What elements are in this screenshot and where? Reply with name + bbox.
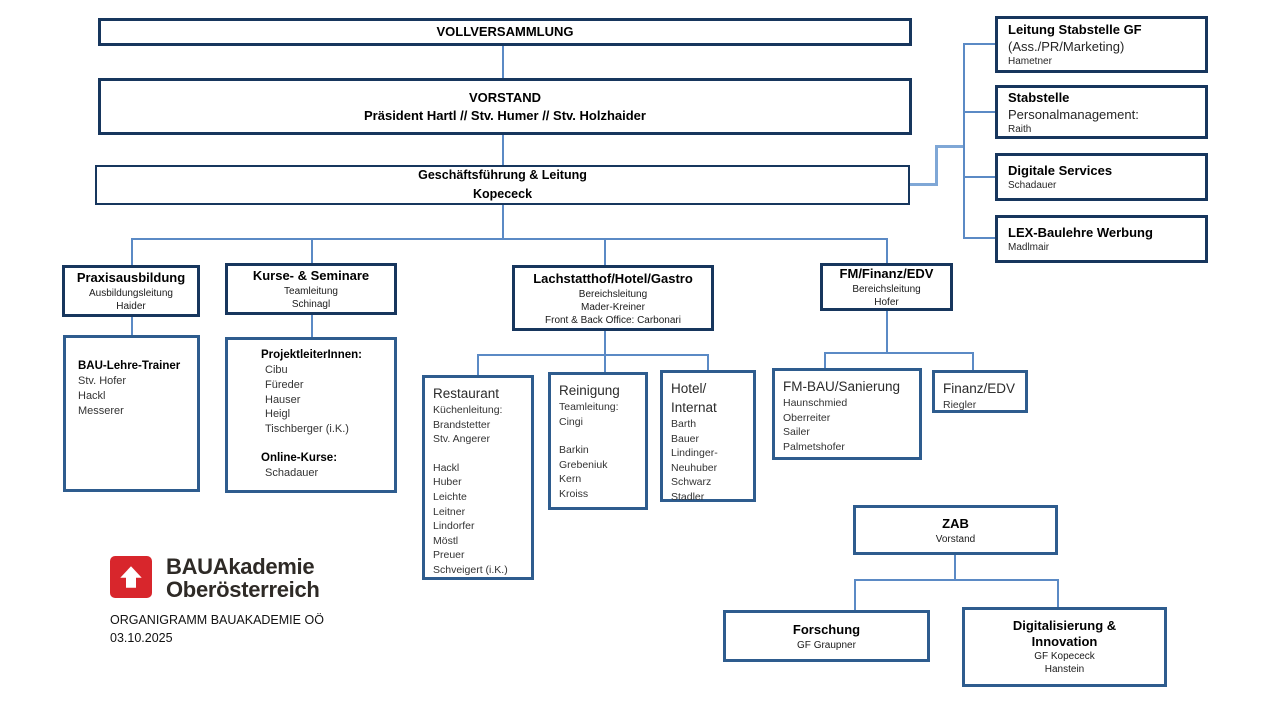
box-title: LEX-Baulehre Werbung bbox=[1008, 225, 1153, 240]
name-list bbox=[783, 396, 911, 454]
box-title: Stabstelle bbox=[1008, 89, 1070, 105]
box-title: Reinigung bbox=[559, 383, 620, 398]
name-list bbox=[261, 466, 388, 481]
connector bbox=[131, 317, 133, 335]
box-fm-finanz-edv bbox=[820, 263, 953, 311]
person-name: Schadauer bbox=[1008, 180, 1057, 191]
list-item: Hauser bbox=[265, 393, 301, 406]
box-digitalisierung-innovation bbox=[962, 607, 1167, 687]
list-item: Leichte bbox=[433, 490, 467, 503]
box-zab bbox=[853, 505, 1058, 555]
list-item: Lindorfer bbox=[433, 520, 475, 533]
lead-label: Küchenleitung: bbox=[433, 404, 503, 416]
list-item: Kern bbox=[559, 473, 582, 486]
connector bbox=[311, 315, 313, 337]
list-item: Grebeniuk bbox=[559, 458, 608, 471]
connector bbox=[963, 176, 995, 178]
list-item: Hackl bbox=[433, 461, 460, 474]
connector bbox=[935, 145, 965, 148]
list-item: Bereichsleitung bbox=[852, 284, 921, 295]
list-item: Huber bbox=[433, 476, 462, 489]
list-item: Schinagl bbox=[291, 299, 331, 310]
connector bbox=[963, 237, 995, 239]
box-subtitle: (Ass./PR/Marketing) bbox=[1008, 39, 1125, 54]
list-item: Hackl bbox=[78, 390, 106, 402]
connector bbox=[477, 356, 479, 375]
box-praxisausbildung bbox=[62, 265, 200, 317]
box-lex-baulehre-werbung bbox=[995, 215, 1208, 263]
list-item: GF Kopececk bbox=[1034, 651, 1095, 662]
name-list bbox=[78, 374, 191, 419]
connector bbox=[886, 311, 888, 353]
caption-date: 03.10.2025 bbox=[110, 631, 173, 645]
connector bbox=[963, 111, 995, 113]
name-list bbox=[433, 418, 523, 447]
box-title: Finanz/EDV bbox=[943, 381, 1016, 396]
list-item: Tischberger (i.K.) bbox=[265, 423, 349, 436]
connector bbox=[824, 354, 826, 368]
list-item: Heigl bbox=[265, 408, 291, 421]
box-title: Forschung bbox=[792, 621, 861, 637]
box-subtitle: Vorstand bbox=[935, 533, 976, 545]
list-item: Schveigert (i.K.) bbox=[433, 563, 508, 576]
person-name: Hametner bbox=[1008, 56, 1052, 67]
list-item: Haunschmied bbox=[783, 397, 848, 409]
list-item: Hofer bbox=[874, 297, 899, 308]
box-title: FM-BAU/Sanierung bbox=[783, 379, 901, 394]
list-item: Mader-Kreiner bbox=[581, 301, 645, 313]
box-vorstand bbox=[98, 78, 912, 135]
connector bbox=[1057, 581, 1059, 607]
box-title: Lachstatthof/Hotel/Gastro bbox=[533, 270, 693, 286]
connector bbox=[502, 135, 504, 165]
box-title: Kurse- & Seminare bbox=[252, 268, 370, 283]
box-reinigung bbox=[548, 372, 648, 510]
logo-wordmark bbox=[166, 556, 320, 601]
box-lines bbox=[89, 287, 173, 313]
list-item: Cibu bbox=[265, 364, 288, 376]
name-list bbox=[261, 363, 388, 437]
connector bbox=[910, 183, 937, 186]
connector bbox=[854, 581, 856, 610]
box-title: Hotel/ bbox=[671, 381, 707, 396]
box-title: Innovation bbox=[1031, 634, 1098, 649]
box-kurse-seminare bbox=[225, 263, 397, 315]
caption-title: ORGANIGRAMM BAUAKADEMIE OÖ bbox=[110, 613, 324, 627]
box-digitale-services bbox=[995, 153, 1208, 201]
box-geschaeftsfuehrung bbox=[95, 165, 910, 205]
logo-line2: Oberösterreich bbox=[166, 576, 320, 602]
list-item: Barkin bbox=[559, 444, 589, 457]
box-title: VOLLVERSAMMLUNG bbox=[436, 24, 574, 39]
box-title: Digitalisierung & bbox=[1012, 618, 1117, 633]
box-title: Restaurant bbox=[433, 386, 500, 401]
list-item: Kroiss bbox=[559, 487, 589, 500]
box-lines bbox=[284, 285, 338, 311]
connector bbox=[854, 579, 1059, 581]
list-item: Möstl bbox=[433, 534, 459, 547]
box-restaurant bbox=[422, 375, 534, 580]
box-finanz-edv bbox=[932, 370, 1028, 413]
connector bbox=[954, 555, 956, 580]
box-title: Leitung Stabstelle GF bbox=[1008, 22, 1142, 37]
list-item: Stv. Angerer bbox=[433, 433, 491, 446]
list-item: Füreder bbox=[265, 378, 304, 391]
name-list bbox=[559, 443, 637, 501]
list-item: Messerer bbox=[78, 405, 124, 417]
connector bbox=[131, 238, 888, 240]
list-item: Bauer bbox=[671, 432, 700, 445]
list-item: Palmetshofer bbox=[783, 440, 845, 453]
list-item: Bereichsleitung bbox=[578, 288, 648, 300]
list-item: Leitner bbox=[433, 505, 466, 518]
chart-caption bbox=[110, 611, 324, 647]
box-subtitle: Personalmanagement: bbox=[1008, 106, 1139, 122]
name-list bbox=[671, 417, 745, 505]
connector bbox=[604, 331, 606, 355]
lead-label: Teamleitung: bbox=[559, 401, 619, 413]
connector bbox=[502, 46, 504, 78]
name-list bbox=[433, 461, 523, 578]
name-list bbox=[559, 415, 637, 430]
box-bau-lehre-trainer bbox=[63, 335, 200, 492]
box-title: BAU-Lehre-Trainer bbox=[78, 360, 181, 372]
list-item: Hanstein bbox=[1044, 664, 1085, 675]
box-forschung bbox=[723, 610, 930, 662]
connector bbox=[311, 240, 313, 263]
list-item: Preuer bbox=[433, 549, 465, 562]
connector bbox=[604, 356, 606, 372]
list-item: Riegler bbox=[943, 399, 977, 411]
connector bbox=[131, 240, 133, 265]
box-vollversammlung bbox=[98, 18, 912, 46]
connector bbox=[935, 145, 938, 186]
box-lines bbox=[545, 288, 681, 327]
connector bbox=[886, 240, 888, 263]
connector bbox=[502, 205, 504, 240]
connector bbox=[824, 352, 974, 354]
list-item: Brandstetter bbox=[433, 418, 491, 431]
connector bbox=[477, 354, 709, 356]
list-item: Ausbildungsleitung bbox=[89, 288, 173, 299]
group-heading: Online-Kurse: bbox=[261, 451, 338, 464]
list-item: Cingi bbox=[559, 415, 583, 428]
box-lines bbox=[1034, 650, 1095, 676]
box-hotel-internat bbox=[660, 370, 756, 502]
box-subtitle: Kopececk bbox=[472, 187, 533, 201]
box-stabstelle-personal bbox=[995, 85, 1208, 139]
box-title: Internat bbox=[671, 400, 717, 415]
box-fm-bau-sanierung bbox=[772, 368, 922, 460]
list-item: Stv. Hofer bbox=[78, 375, 127, 387]
name-list bbox=[943, 398, 1017, 413]
box-title: VORSTAND bbox=[469, 89, 541, 105]
bauakademie-logo bbox=[110, 556, 152, 598]
person-name: Madlmair bbox=[1008, 242, 1050, 253]
list-item: Oberreiter bbox=[783, 411, 831, 424]
list-item: Schadauer bbox=[265, 466, 319, 479]
box-lachstatthof bbox=[512, 265, 714, 331]
box-lines bbox=[852, 283, 920, 309]
connector bbox=[604, 240, 606, 265]
box-title: ZAB bbox=[942, 515, 969, 531]
box-subtitle: Präsident Hartl // Stv. Humer // Stv. Holzhaider bbox=[364, 107, 646, 123]
group-heading: ProjektleiterInnen: bbox=[261, 349, 362, 361]
box-projektleiter bbox=[225, 337, 397, 493]
list-item: Front & Back Office: Carbonari bbox=[545, 314, 681, 326]
list-item: Schwarz bbox=[671, 476, 712, 489]
connector bbox=[963, 43, 995, 45]
box-title: FM/Finanz/EDV bbox=[839, 266, 934, 281]
arrow-up-icon bbox=[116, 562, 146, 592]
box-stabstelle-gf bbox=[995, 16, 1208, 73]
box-title: Praxisausbildung bbox=[76, 270, 186, 285]
logo-line1: BAUAkademie bbox=[166, 554, 315, 579]
list-item: Barth bbox=[671, 418, 697, 430]
box-title: Digitale Services bbox=[1008, 163, 1113, 178]
list-item: Haider bbox=[116, 301, 146, 312]
person-name: Raith bbox=[1008, 123, 1032, 135]
list-item: Neuhuber bbox=[671, 461, 718, 474]
connector bbox=[707, 356, 709, 370]
list-item: Lindinger- bbox=[671, 447, 718, 460]
connector bbox=[972, 354, 974, 370]
list-item: Stadler bbox=[671, 490, 705, 503]
box-subtitle: GF Graupner bbox=[797, 639, 856, 651]
list-item: Sailer bbox=[783, 426, 810, 439]
connector bbox=[963, 43, 965, 239]
list-item: Teamleitung bbox=[284, 286, 338, 297]
box-title: Geschäftsführung & Leitung bbox=[418, 168, 587, 182]
